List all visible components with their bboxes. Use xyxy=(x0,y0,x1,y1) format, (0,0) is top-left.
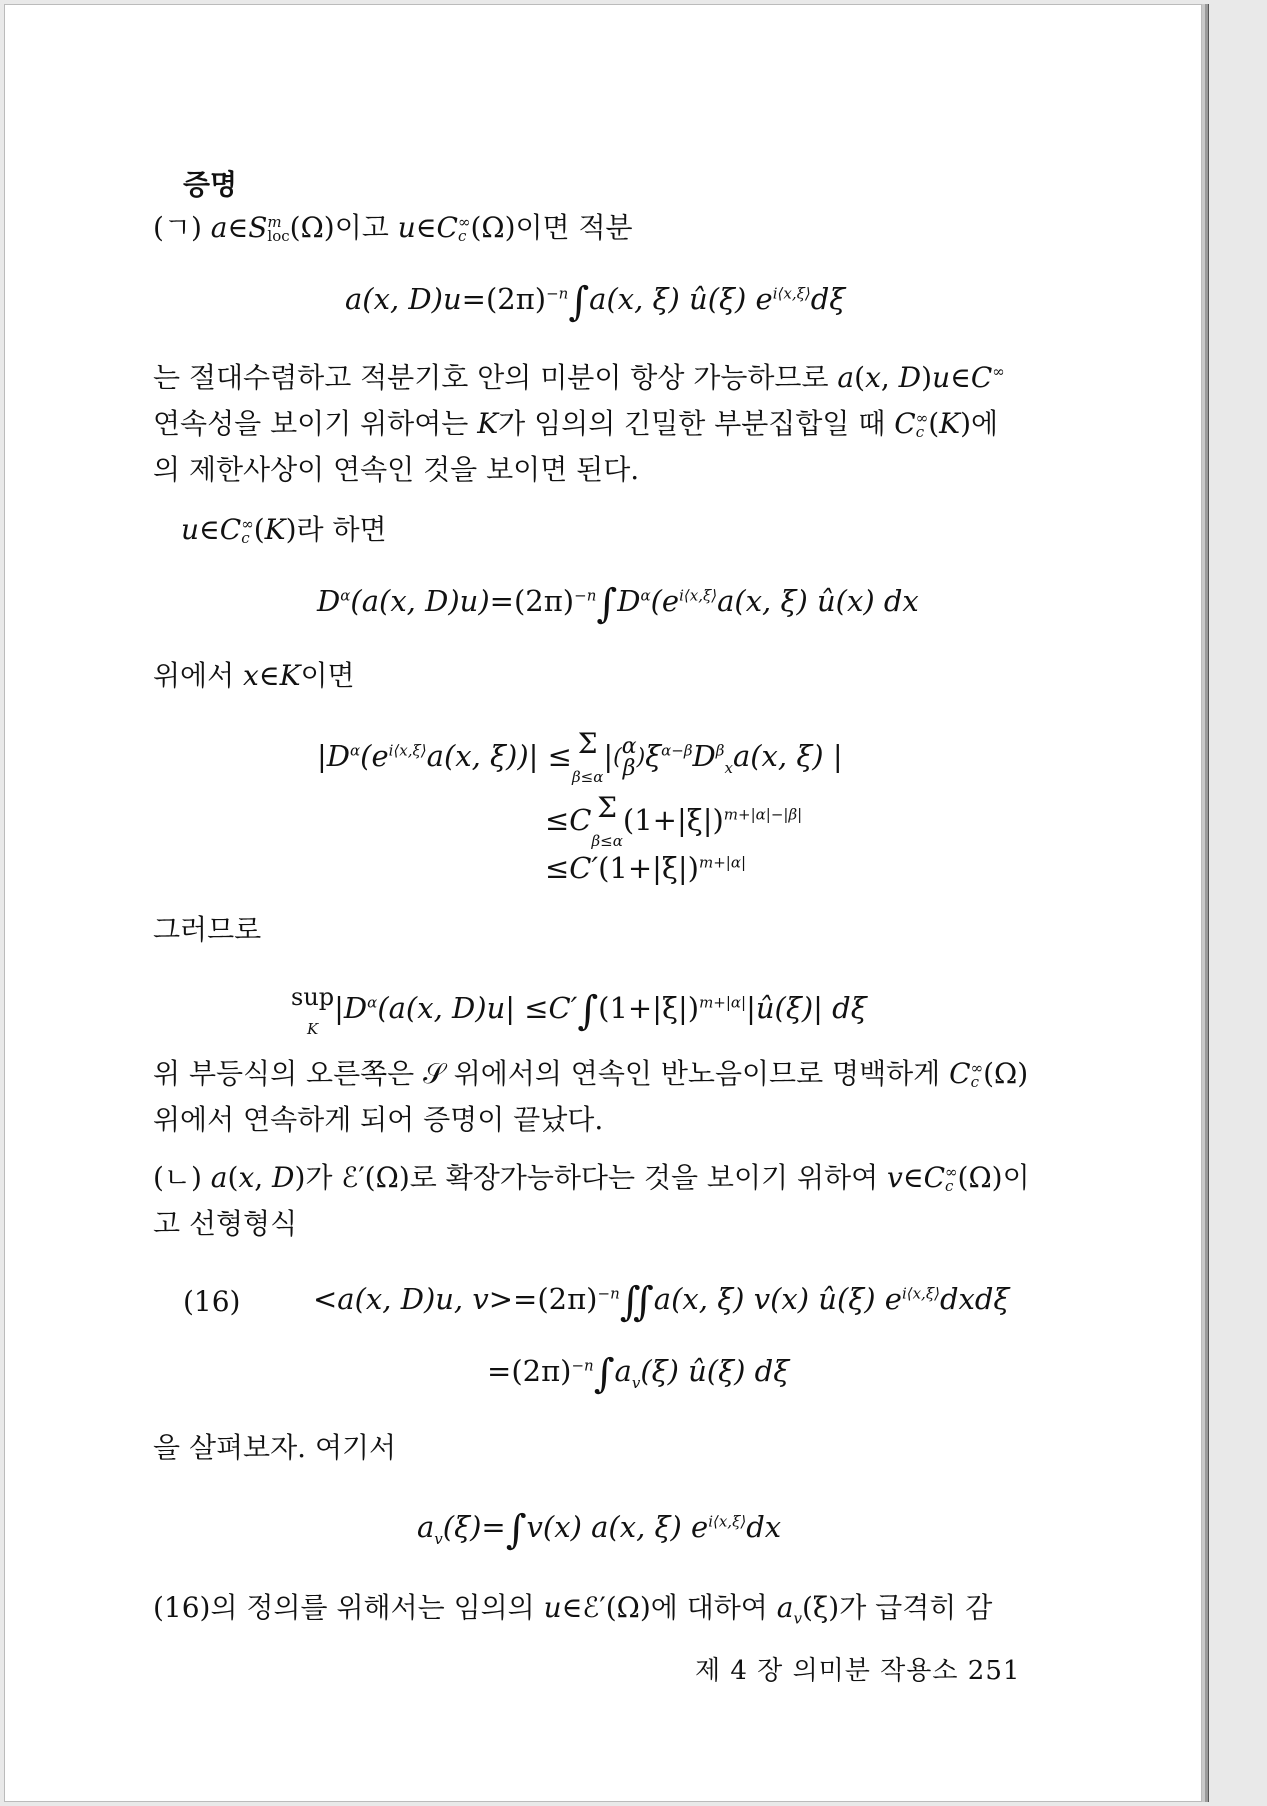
paragraph-1-line-3: 의 제한사상이 연속인 것을 보이면 된다. xyxy=(153,453,640,486)
paragraph-3: 위에서 x∈K이면 xyxy=(153,659,355,692)
paragraph-7: (16)의 정의를 위해서는 임의의 u∈ℰ′(Ω)에 대하여 $a_v(\xi)$가 급격히 감 xyxy=(153,1591,993,1628)
paragraph-1-line-2: 연속성을 보이기 위하여는 K가 임의의 긴밀한 부분집합일 때 C∞ c (K)에 xyxy=(153,407,999,441)
paragraph-6: 을 살펴보자. 여기서 xyxy=(153,1431,397,1464)
page-footer: 제 4 장 의미분 작용소 251 xyxy=(695,1656,1021,1686)
equation-5-line-2: $=(2\pi)^{-n}\int a_v(\xi)$ û(ξ) dξ xyxy=(487,1351,790,1397)
paragraph-2: u∈C∞ c (K)라 하면 xyxy=(181,513,387,547)
equation-2: $D^\alpha(a(x$, $D)u)=(2\pi)^{-n}\int D^\alpha(e^{i⟨x,\xi⟩}a(x$, ξ) û(x) dx xyxy=(317,581,919,627)
equation-number-16: (16) xyxy=(183,1285,241,1318)
proof-heading: 증명 xyxy=(183,168,238,201)
paragraph-a-line: (ㄱ) a∈Sm loc(Ω)이고 u∈C∞ c (Ω)이면 적분 xyxy=(153,211,633,245)
paragraph-5-line-1: 위 부등식의 오른쪽은 𝒮 위에서의 연속인 반노음이므로 명백하게 C∞ c (Ω) xyxy=(153,1057,1029,1091)
paragraph-b-line-1: (ㄴ) a(x, D)가 ℰ′(Ω)로 확장가능하다는 것을 보이기 위하여 v∈C∞ c (Ω)이 xyxy=(153,1161,1030,1195)
equation-5-line-1: <a(x, D)u, $v>=(2\pi)^{-n}∬a(x$, ξ) v(x) û(ξ) $e^{i⟨x,\xi⟩}dxd\xi$ xyxy=(313,1279,1010,1325)
equation-3-line-1: $|D^\alpha(e^{i⟨x,\xi⟩}a(x$, ξ))| ≤ Σ β≤α|(α $\beta)\xi^{\alpha-\beta}D^\beta_xa(x$, ξ) | xyxy=(317,727,843,786)
paragraph-b-line-2: 고 선형형식 xyxy=(153,1207,298,1240)
equation-3-line-2: ≤C Σ $\beta\le\alpha(1+|\xi|)^{m+|\alpha|-|\beta|}$ xyxy=(545,791,803,850)
book-page xyxy=(4,4,1202,1802)
paragraph-1-line-1: 는 절대수렴하고 적분기호 안의 미분이 항상 가능하므로 a(x, D)u∈C∞ xyxy=(153,361,1005,394)
paragraph-4: 그러므로 xyxy=(153,913,262,946)
paragraph-5-line-2: 위에서 연속하게 되어 증명이 끝났다. xyxy=(153,1103,604,1136)
equation-4: sup $K|D^\alpha(a(x$, $D)u| \le C'\int(1+|\xi|)^{m+|\alpha|}|û(\xi)|$ dξ xyxy=(291,983,867,1038)
equation-6: $a_v(\xi)=\int v(x)$ a(x, ξ) $e^{i⟨x,\xi⟩}dx$ xyxy=(417,1507,782,1553)
equation-3-line-3: $\le C'(1+|\xi|)^{m+|\alpha|}$ xyxy=(545,851,747,885)
equation-1: a(x, $D)u=(2\pi)^{-n}\int a(x$, ξ) û(ξ) $e^{i⟨x,\xi⟩}d\xi$ xyxy=(345,279,846,325)
